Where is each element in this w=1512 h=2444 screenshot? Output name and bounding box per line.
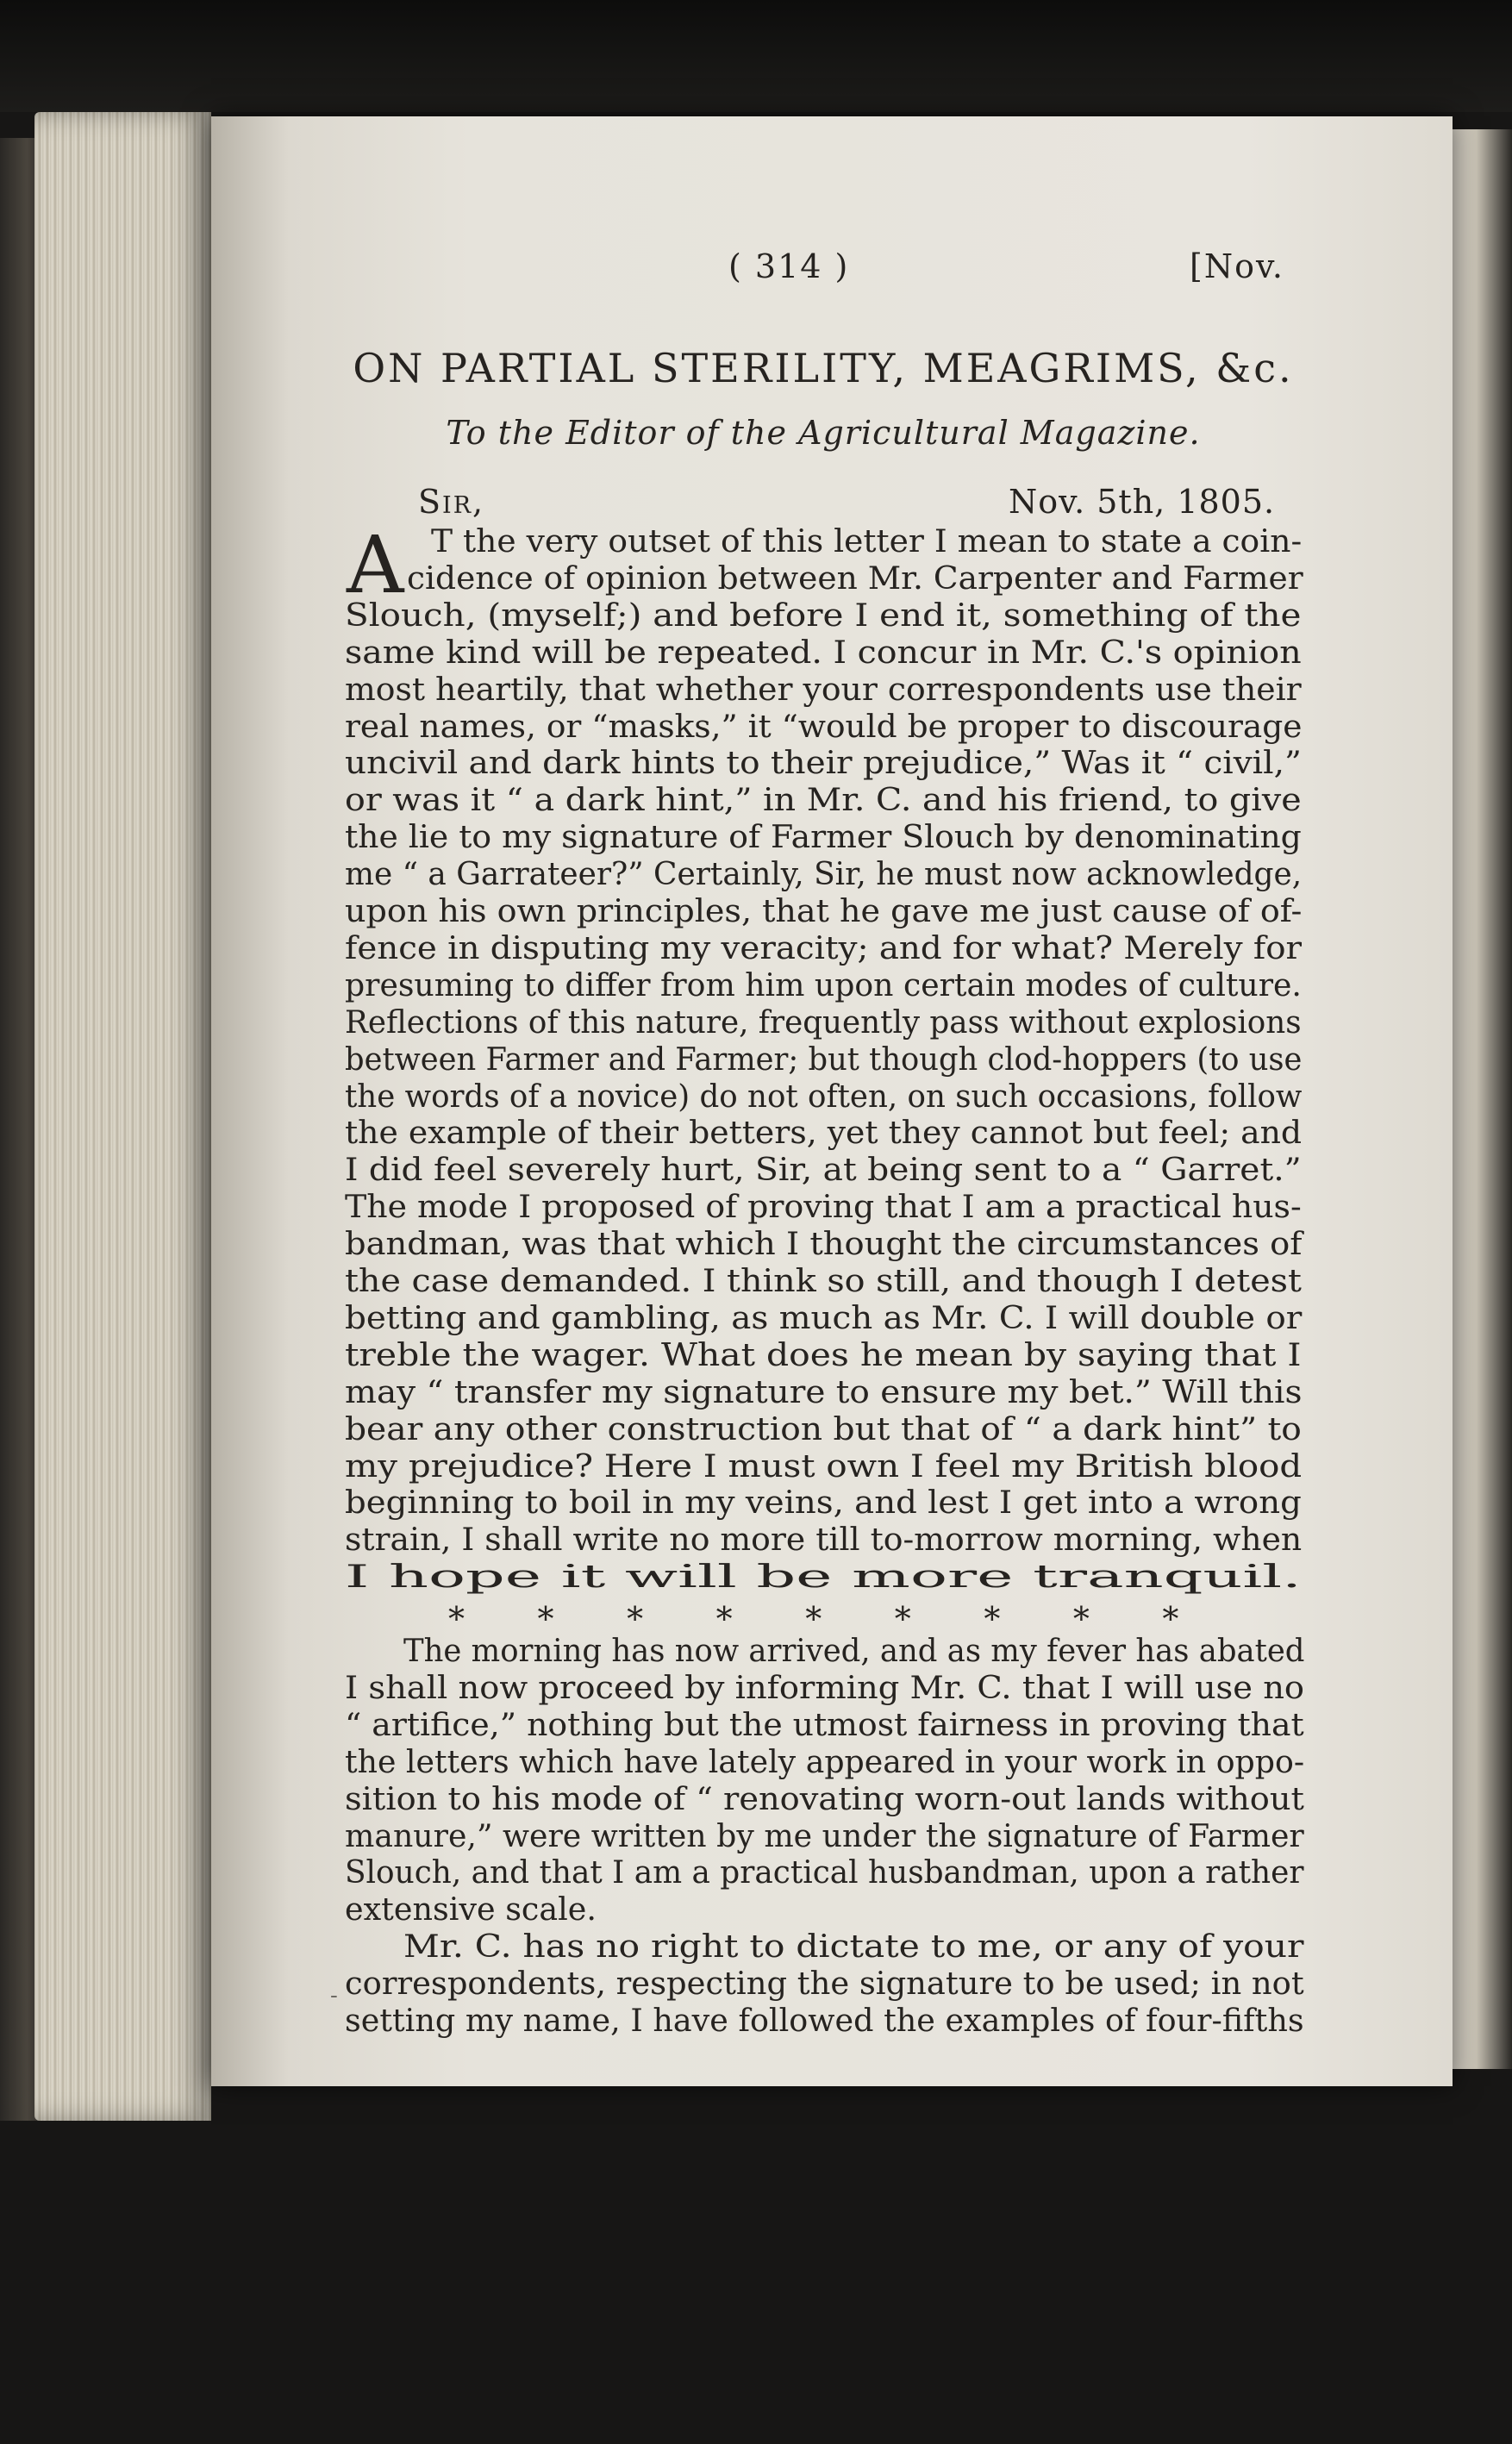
text-line: same kind will be repeated. I concur in Mr. C.'s opinion	[345, 633, 1302, 671]
text-line: the example of their betters, yet they cannot but feel; and	[345, 1114, 1303, 1152]
section-break-asterisks: * * * * * * * * *	[448, 1600, 1179, 1638]
text-line: upon his own principles, that he gave me just cause of of-	[345, 892, 1303, 929]
text-line: between Farmer and Farmer; but though clod-hoppers (to use	[345, 1040, 1303, 1078]
text-line: may “ transfer my signature to ensure my bet.” Will this	[345, 1372, 1303, 1410]
letter-date: Nov. 5th, 1805.	[1009, 483, 1276, 521]
text-line: betting and gambling, as much as Mr. C. I will double or	[345, 1298, 1303, 1336]
text-line: bandman, was that which I thought the circumstances of	[345, 1225, 1303, 1263]
text-line: correspondents, respecting the signature to be used; in not	[345, 1965, 1304, 2003]
text-line: Slouch, (myself;) and before I end it, something of the	[345, 596, 1302, 634]
text-line: The mode I proposed of proving that I am a practical hus-	[345, 1188, 1302, 1226]
text-line: “ artifice,” nothing but the utmost fairness in proving that	[345, 1705, 1304, 1743]
page-block-edges	[34, 112, 211, 2121]
text-line: T the very outset of this letter I mean to state a coin-	[431, 522, 1303, 559]
text-line: the words of a novice) do not often, on such occasions, follow	[345, 1077, 1303, 1115]
text-line: most heartily, that whether your correspondents use their	[345, 670, 1302, 708]
text-line: real names, or “masks,” it “would be proper to discourage	[345, 707, 1303, 745]
text-line: bear any other construction but that of “ a dark hint” to	[345, 1410, 1302, 1447]
text-line: me “ a Garrateer?” Certainly, Sir, he must now acknowledge,	[345, 855, 1303, 893]
text-line: strain, I shall write no more till to-morrow morning, when	[345, 1521, 1303, 1559]
text-line: Reflections of this nature, frequently pass without explosions	[345, 1003, 1302, 1041]
text-line: the letters which have lately appeared in your work in oppo-	[345, 1742, 1305, 1780]
page-number: ( 314 )	[728, 247, 850, 285]
facing-page-edge	[1453, 129, 1512, 2069]
text-line: I did feel severely hurt, Sir, at being sent to a “ Garret.”	[345, 1151, 1302, 1189]
salutation: Sir,	[418, 483, 485, 521]
text-line: the lie to my signature of Farmer Slouch by denominating	[345, 818, 1302, 856]
text-line: my prejudice? Here I must own I feel my British blood	[345, 1447, 1303, 1485]
text-line: Mr. C. has no right to dictate to me, or any of your	[403, 1928, 1304, 1966]
text-line: setting my name, I have followed the examples of four-fifths	[345, 2002, 1304, 2039]
margin-mark: -	[330, 1983, 338, 2009]
drop-cap: A	[347, 519, 404, 611]
text-line: beginning to boil in my veins, and lest I get into a wrong	[345, 1484, 1302, 1522]
article-title: ON PARTIAL STERILITY, MEAGRIMS, &c.	[353, 345, 1294, 391]
text-line: manure,” were written by me under the signature of Farmer	[345, 1816, 1304, 1854]
text-line: fence in disputing my veracity; and for what? Merely for	[345, 928, 1303, 966]
text-line: sition to his mode of “ renovating worn-out lands without	[345, 1779, 1304, 1817]
text-line: Slouch, and that I am a practical husbandman, upon a rather	[345, 1853, 1304, 1891]
running-head	[211, 247, 1453, 299]
text-line: The morning has now arrived, and as my fever has abated	[403, 1632, 1305, 1669]
text-line: I shall now proceed by informing Mr. C. that I will use no	[345, 1668, 1305, 1706]
text-line: extensive scale.	[345, 1891, 597, 1928]
text-line: cidence of opinion between Mr. Carpenter and Farmer	[407, 559, 1303, 597]
text-line: treble the wager. What does he mean by saying that I	[345, 1335, 1302, 1373]
text-line: or was it “ a dark hint,” in Mr. C. and his friend, to give	[345, 781, 1302, 819]
text-line: I hope it will be more tranquil.	[345, 1558, 1302, 1596]
article-subtitle: To the Editor of the Agricultural Magazine.	[446, 414, 1201, 452]
text-line: the case demanded. I think so still, and though I detest	[345, 1262, 1302, 1299]
text-line: uncivil and dark hints to their prejudice,” Was it “ civil,”	[345, 744, 1302, 782]
running-month: [Nov.	[1190, 247, 1284, 285]
text-line: presuming to differ from him upon certain modes of culture.	[345, 966, 1302, 1003]
dark-backdrop	[0, 0, 1512, 112]
